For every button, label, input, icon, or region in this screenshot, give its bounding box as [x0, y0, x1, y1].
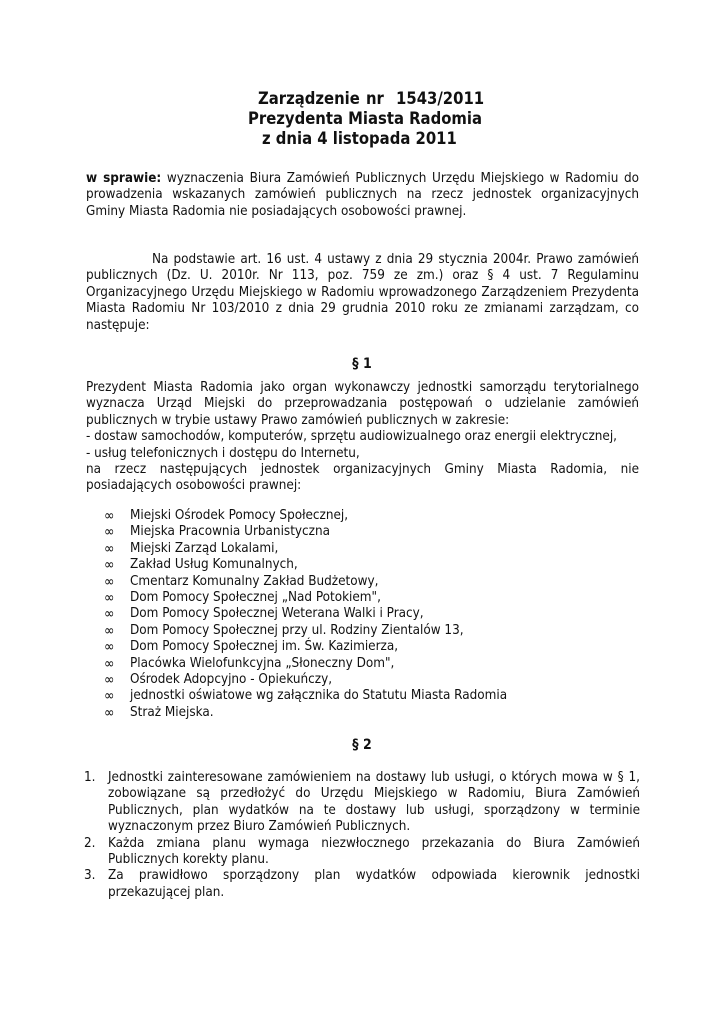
title-date: z dnia 4 listopada 2011 [262, 129, 457, 148]
title-prefix: Zarządzenie nr [258, 89, 384, 108]
scope-item-2: - usług telefonicznych i dostępu do Internetu, [86, 445, 360, 461]
legal-basis-paragraph: Na podstawie art. 16 ust. 4 ustawy z dnia 29 stycznia 2004r. Prawo zamówień publicznych (Dz. U. 2010r. Nr 113, poz. 759 ze zm.) oraz § 4 ust. 7 Regulaminu Organizacyjnego Urzędu Miejskiego w Radomiu wprowadzonego Zarządzeniem Prezydenta Miasta Radomiu Nr 103/2010 z dnia 29 grudnia 2010 roku ze zmianami zarządzam, co następuje: [86, 252, 639, 333]
numbered-item [84, 770, 640, 836]
item-number: 2. [84, 835, 96, 851]
section-2-points [84, 770, 640, 901]
subject-label: w sprawie: [86, 171, 162, 186]
infinity-bullet-icon: ∞ [104, 590, 115, 607]
section-2-heading: § 2 [352, 737, 372, 753]
list-item: ∞ Straż Miejska. [104, 704, 214, 721]
infinity-bullet-icon: ∞ [104, 622, 115, 639]
order-number: 1543/2011 [396, 89, 485, 108]
list-item: ∞ Miejski Zarząd Lokalami, [104, 540, 279, 557]
infinity-bullet-icon: ∞ [104, 573, 115, 590]
list-item: ∞ Placówka Wielofunkcyjna „Słoneczny Dom", [104, 655, 395, 672]
units-list [104, 508, 507, 721]
infinity-bullet-icon: ∞ [104, 540, 115, 557]
infinity-bullet-icon: ∞ [104, 655, 115, 672]
subject-text: wyznaczenia Biura Zamówień Publicznych Urzędu Miejskiego w Radomiu do prowadzenia wskazanych zamówień publicznych na rzecz jednostek organizacyjnych Gminy Miasta Radomia nie posiadających osobowości prawnej. [86, 171, 639, 219]
list-item: ∞ Dom Pomocy Społecznej przy ul. Rodziny Zientalów 13, [104, 622, 464, 639]
section-1-heading: § 1 [352, 356, 372, 372]
list-item: ∞ Dom Pomocy Społecznej „Nad Potokiem", [104, 590, 381, 607]
scope-item-1: - dostaw samochodów, komputerów, sprzętu audiowizualnego oraz energii elektrycznej, [86, 429, 618, 445]
list-item: ∞ Miejska Pracownia Urbanistyczna [104, 524, 331, 541]
infinity-bullet-icon: ∞ [104, 704, 115, 721]
infinity-bullet-icon: ∞ [104, 688, 115, 705]
infinity-bullet-icon: ∞ [104, 557, 115, 574]
list-item: ∞ Zakład Usług Komunalnych, [104, 557, 298, 574]
numbered-item [84, 868, 640, 901]
infinity-bullet-icon: ∞ [104, 524, 115, 541]
list-item: ∞ Miejski Ośrodek Pomocy Społecznej, [104, 508, 349, 524]
list-item: ∞ Cmentarz Komunalny Zakład Budżetowy, [104, 573, 379, 590]
item-text: Jednostki zainteresowane zamówieniem na dostawy lub usługi, o których mowa w § 1, zobowiązane są przedłożyć do Urzędu Miejskiego w Radomiu, Biura Zamówień Publicznych, plan wydatków na te dostawy lub usługi, sporządzony w terminie wyznaczonym przez Biuro Zamówień Publicznych. [108, 770, 640, 835]
item-text: Za prawidłowo sporządzony plan wydatków odpowiada kierownik jednostki przekazującej plan. [108, 868, 640, 900]
infinity-bullet-icon: ∞ [104, 508, 115, 524]
section-1-intro: Prezydent Miasta Radomia jako organ wykonawczy jednostki samorządu terytorialnego wyznacza Urząd Miejski do przeprowadzania postępowań o udzielanie zamówień publicznych w trybie ustawy Prawo zamówień publicznych w zakresie: [86, 380, 639, 428]
section-1-body [86, 380, 639, 495]
subject-paragraph [86, 171, 639, 220]
item-number: 1. [84, 770, 96, 785]
list-item: ∞ Dom Pomocy Społecznej im. Św. Kazimierza, [104, 639, 399, 656]
list-item: ∞ Ośrodek Adopcyjno - Opiekuńczy, [104, 672, 333, 689]
item-text: Każda zmiana planu wymaga niezwłocznego przekazania do Biura Zamówień Publicznych korekty planu. [108, 835, 640, 868]
list-item: ∞ jednostki oświatowe wg załącznika do Statutu Miasta Radomia [104, 688, 508, 705]
title-line-2: Prezydenta Miasta Radomia [248, 109, 482, 128]
title-line-1 [258, 88, 484, 109]
infinity-bullet-icon: ∞ [104, 606, 115, 623]
numbered-item [84, 836, 640, 869]
item-number: 3. [84, 868, 96, 884]
infinity-bullet-icon: ∞ [104, 672, 115, 689]
section-1-outro: na rzecz następujących jednostek organizacyjnych Gminy Miasta Radomia, nie posiadających osobowości prawnej: [86, 462, 639, 494]
list-item: ∞ Dom Pomocy Społecznej Weterana Walki i Pracy, [104, 606, 424, 623]
infinity-bullet-icon: ∞ [104, 639, 115, 656]
